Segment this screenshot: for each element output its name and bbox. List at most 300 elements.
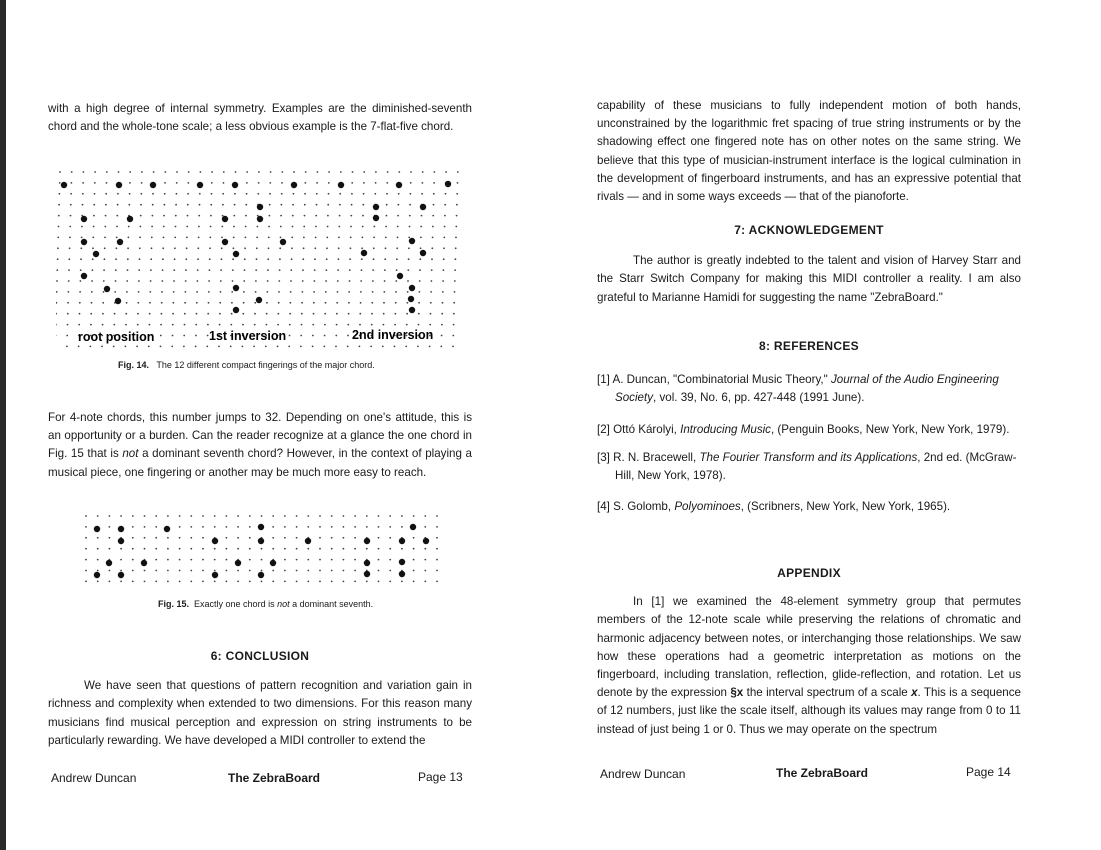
- grid-dot: [153, 171, 155, 173]
- grid-dot: [214, 515, 216, 517]
- grid-dot: [456, 204, 458, 206]
- chord-note: [104, 286, 110, 292]
- grid-dot: [372, 269, 374, 271]
- grid-dot: [253, 346, 255, 348]
- grid-dot: [431, 247, 433, 249]
- grid-dot: [185, 258, 187, 260]
- grid-dot: [266, 302, 268, 304]
- grid-dot: [420, 247, 422, 249]
- grid-dot: [164, 204, 166, 206]
- grid-dot: [430, 291, 432, 293]
- scan-page-edge: [0, 0, 6, 850]
- grid-dot: [117, 204, 119, 206]
- grid-dot: [155, 559, 157, 561]
- grid-dot: [455, 247, 457, 249]
- grid-dot: [231, 291, 233, 293]
- grid-dot: [92, 247, 94, 249]
- grid-dot: [360, 291, 362, 293]
- grid-dot: [278, 313, 280, 315]
- grid-dot: [433, 193, 435, 195]
- chord-note: [423, 538, 429, 544]
- grid-dot: [179, 548, 181, 550]
- grid-dot: [319, 559, 321, 561]
- grid-dot: [218, 346, 220, 348]
- grid-dot: [230, 324, 232, 326]
- grid-dot: [67, 302, 69, 304]
- ack-text: The author is greatly indebted to the talent and vision of Harvey Starr and the Starr Switch Company for making this MIDI controller a reality. I am also grateful to Marianne Hamidi for suggesting the name "ZebraBoard.": [597, 254, 1021, 304]
- chord-note: [81, 239, 87, 245]
- grid-dot: [407, 302, 409, 304]
- chord-note: [258, 572, 264, 578]
- grid-dot: [331, 548, 333, 550]
- grid-dot: [362, 215, 364, 217]
- chord-note: [256, 297, 262, 303]
- grid-dot: [389, 526, 391, 528]
- grid-dot: [436, 570, 438, 572]
- right-footer-title: The ZebraBoard: [776, 766, 869, 780]
- grid-dot: [319, 515, 321, 517]
- grid-dot: [220, 291, 222, 293]
- grid-dot: [398, 204, 400, 206]
- grid-dot: [173, 269, 175, 271]
- grid-dot: [242, 313, 244, 315]
- grid-dot: [102, 324, 104, 326]
- chord-note: [373, 215, 379, 221]
- grid-dot: [371, 324, 373, 326]
- grid-dot: [245, 204, 247, 206]
- grid-dot: [197, 258, 199, 260]
- grid-dot: [313, 291, 315, 293]
- chord-note: [338, 182, 344, 188]
- grid-dot: [395, 280, 397, 282]
- grid-dot: [214, 526, 216, 528]
- grid-dot: [360, 302, 362, 304]
- grid-dot: [221, 247, 223, 249]
- grid-dot: [90, 324, 92, 326]
- grid-dot: [129, 171, 131, 173]
- ack-heading: 7: ACKNOWLEDGEMENT: [734, 223, 884, 237]
- grid-dot: [284, 581, 286, 583]
- grid-dot: [125, 313, 127, 315]
- grid-dot: [173, 280, 175, 282]
- chord-note: [409, 285, 415, 291]
- grid-dot: [292, 215, 294, 217]
- left-footer-author: Andrew Duncan: [51, 771, 137, 785]
- grid-dot: [331, 559, 333, 561]
- grid-dot: [184, 324, 186, 326]
- grid-dot: [127, 269, 129, 271]
- grid-dot: [421, 193, 423, 195]
- grid-dot: [293, 171, 295, 173]
- grid-dot: [432, 215, 434, 217]
- grid-dot: [155, 526, 157, 528]
- grid-dot: [82, 193, 84, 195]
- grid-dot: [418, 324, 420, 326]
- grid-dot: [162, 269, 164, 271]
- grid-dot: [422, 171, 424, 173]
- grid-dot: [454, 269, 456, 271]
- grid-dot: [429, 346, 431, 348]
- grid-dot: [155, 515, 157, 517]
- chord-note: [364, 538, 370, 544]
- grid-dot: [68, 258, 70, 260]
- grid-dot: [132, 526, 134, 528]
- grid-dot: [431, 269, 433, 271]
- grid-dot: [81, 226, 83, 228]
- grid-dot: [197, 280, 199, 282]
- grid-dot: [455, 237, 457, 239]
- grid-dot: [208, 291, 210, 293]
- grid-dot: [444, 226, 446, 228]
- grid-dot: [389, 548, 391, 550]
- grid-dot: [200, 171, 202, 173]
- grid-dot: [190, 570, 192, 572]
- grid-dot: [56, 313, 57, 315]
- grid-dot: [331, 526, 333, 528]
- chord-note: [212, 538, 218, 544]
- grid-dot: [389, 581, 391, 583]
- chord-note: [399, 571, 405, 577]
- grid-dot: [97, 515, 99, 517]
- grid-dot: [300, 335, 302, 337]
- grid-dot: [280, 215, 282, 217]
- grid-dot: [104, 258, 106, 260]
- four-note-em: not: [122, 447, 139, 461]
- grid-dot: [256, 247, 258, 249]
- grid-dot: [456, 193, 458, 195]
- grid-dot: [443, 237, 445, 239]
- grid-dot: [249, 548, 251, 550]
- grid-dot: [303, 247, 305, 249]
- chord-note: [233, 307, 239, 313]
- four-note-paragraph: [48, 409, 472, 482]
- chord-note: [222, 239, 228, 245]
- grid-dot: [92, 258, 94, 260]
- grid-dot: [148, 346, 150, 348]
- grid-dot: [209, 237, 211, 239]
- grid-dot: [97, 581, 99, 583]
- four-note-text: For 4-note chords, this number jumps to 32. Depending on one's attitude, this is an opportunity or a burden. Can the reader recognize at a glance the one chord in Fig. 15 that is: [48, 411, 472, 461]
- grid-dot: [97, 537, 99, 539]
- grid-dot: [315, 215, 317, 217]
- grid-dot: [249, 581, 251, 583]
- grid-dot: [335, 335, 337, 337]
- grid-dot: [196, 291, 198, 293]
- chord-note: [420, 204, 426, 210]
- grid-dot: [207, 324, 209, 326]
- grid-dot: [307, 581, 309, 583]
- chord-note: [410, 524, 416, 530]
- grid-dot: [155, 548, 157, 550]
- grid-dot: [445, 193, 447, 195]
- grid-dot: [354, 515, 356, 517]
- grid-dot: [417, 346, 419, 348]
- grid-dot: [179, 515, 181, 517]
- grid-dot: [255, 280, 257, 282]
- fig14-label-2nd: 2nd inversion: [352, 328, 434, 342]
- grid-dot: [257, 215, 259, 217]
- grid-dot: [386, 182, 388, 184]
- grid-dot: [243, 302, 245, 304]
- grid-dot: [315, 226, 317, 228]
- grid-dot: [268, 237, 270, 239]
- grid-dot: [138, 280, 140, 282]
- grid-dot: [312, 324, 314, 326]
- grid-dot: [384, 280, 386, 282]
- grid-dot: [319, 581, 321, 583]
- grid-dot: [348, 291, 350, 293]
- grid-dot: [120, 548, 122, 550]
- grid-dot: [406, 313, 408, 315]
- grid-dot: [454, 280, 456, 282]
- grid-dot: [279, 258, 281, 260]
- grid-dot: [197, 269, 199, 271]
- grid-dot: [188, 182, 190, 184]
- grid-dot: [69, 247, 71, 249]
- grid-dot: [339, 193, 341, 195]
- grid-dot: [397, 226, 399, 228]
- grid-dot: [174, 247, 176, 249]
- grid-dot: [347, 335, 349, 337]
- grid-dot: [116, 247, 118, 249]
- chord-note: [364, 560, 370, 566]
- reference-3: [3] R. N. Bracewell, The Fourier Transform and its Applications, 2nd ed. (McGraw-Hill, New York, 1978).: [597, 450, 1017, 483]
- grid-dot: [343, 570, 345, 572]
- grid-dot: [261, 548, 263, 550]
- grid-dot: [246, 171, 248, 173]
- grid-dot: [160, 335, 162, 337]
- chord-note: [235, 560, 241, 566]
- grid-dot: [279, 269, 281, 271]
- grid-dot: [385, 226, 387, 228]
- four-note-tail: a dominant seventh chord? However, in the context of playing a musical piece, one fingering or another may be much more easy to reach.: [48, 447, 472, 479]
- grid-dot: [255, 291, 257, 293]
- grid-dot: [237, 570, 239, 572]
- grid-dot: [328, 171, 330, 173]
- grid-dot: [155, 570, 157, 572]
- fig14-caption-label: Fig. 14.: [118, 360, 150, 370]
- grid-dot: [79, 302, 81, 304]
- grid-dot: [387, 171, 389, 173]
- grid-dot: [132, 548, 134, 550]
- chord-note: [127, 216, 133, 222]
- grid-dot: [385, 237, 387, 239]
- fig15-caption-label: Fig. 15.: [158, 599, 190, 609]
- grid-dot: [296, 559, 298, 561]
- grid-dot: [85, 548, 87, 550]
- chord-note: [409, 307, 415, 313]
- grid-dot: [160, 346, 162, 348]
- grid-dot: [456, 215, 458, 217]
- grid-dot: [219, 313, 221, 315]
- grid-dot: [79, 291, 81, 293]
- refs-heading: 8: REFERENCES: [759, 339, 859, 353]
- grid-dot: [226, 515, 228, 517]
- grid-dot: [179, 559, 181, 561]
- grid-dot: [67, 313, 69, 315]
- grid-dot: [361, 247, 363, 249]
- grid-dot: [93, 226, 95, 228]
- grid-dot: [195, 346, 197, 348]
- chord-note: [258, 538, 264, 544]
- grid-dot: [270, 171, 272, 173]
- grid-dot: [418, 313, 420, 315]
- grid-dot: [284, 537, 286, 539]
- grid-dot: [233, 237, 235, 239]
- grid-dot: [354, 537, 356, 539]
- fig14-caption-text: The 12 different compact fingerings of the major chord.: [156, 360, 375, 370]
- grid-dot: [129, 193, 131, 195]
- grid-dot: [331, 537, 333, 539]
- grid-dot: [395, 313, 397, 315]
- grid-dot: [350, 226, 352, 228]
- grid-dot: [394, 324, 396, 326]
- grid-dot: [371, 302, 373, 304]
- grid-dot: [383, 302, 385, 304]
- appendix-text: In [1] we examined the 48-element symmetry group that permutes members of the 12-note scale while preserving the relations of chromatic and harmonic adjacency between notes, or interchanging those relationships. We saw how these operations had a geometric interpretation as motions on the fingerboard, including translation, reflection, glide-reflection, and rotation. Let us denote by the expression §x the interval spectrum of a scale x. This is a sequence of 12 numbers, just like the scale itself, although its values may range from 0 to 11 instead of just being 1 or 0. Thus we may operate on the spectrum: [597, 595, 1021, 736]
- grid-dot: [409, 204, 411, 206]
- chord-note: [408, 296, 414, 302]
- grid-dot: [361, 269, 363, 271]
- grid-dot: [109, 526, 111, 528]
- grid-dot: [206, 346, 208, 348]
- grid-dot: [354, 526, 356, 528]
- grid-dot: [167, 581, 169, 583]
- grid-dot: [269, 215, 271, 217]
- grid-dot: [363, 193, 365, 195]
- grid-dot: [290, 302, 292, 304]
- fig14-label-1st: 1st inversion: [209, 329, 287, 343]
- grid-dot: [104, 226, 106, 228]
- grid-dot: [187, 215, 189, 217]
- grid-dot: [386, 204, 388, 206]
- grid-dot: [144, 515, 146, 517]
- grid-dot: [105, 193, 107, 195]
- grid-dot: [221, 226, 223, 228]
- grid-dot: [338, 258, 340, 260]
- grid-dot: [424, 559, 426, 561]
- grid-dot: [226, 559, 228, 561]
- grid-dot: [291, 247, 293, 249]
- grid-dot: [407, 280, 409, 282]
- acknowledgement-section: [597, 221, 1021, 307]
- grid-dot: [302, 269, 304, 271]
- grid-dot: [160, 324, 162, 326]
- grid-dot: [190, 526, 192, 528]
- appendix-section: [597, 564, 1021, 739]
- grid-dot: [71, 171, 73, 173]
- reference-2: [2] Ottó Károlyi, Introducing Music, (Penguin Books, New York, New York, 1979).: [597, 422, 1010, 436]
- grid-dot: [254, 324, 256, 326]
- grid-dot: [338, 237, 340, 239]
- grid-dot: [328, 182, 330, 184]
- grid-dot: [125, 346, 127, 348]
- grid-dot: [114, 313, 116, 315]
- grid-dot: [374, 226, 376, 228]
- grid-dot: [214, 548, 216, 550]
- grid-dot: [184, 313, 186, 315]
- grid-dot: [150, 258, 152, 260]
- grid-dot: [431, 258, 433, 260]
- grid-dot: [284, 526, 286, 528]
- grid-dot: [249, 526, 251, 528]
- chord-note: [141, 560, 147, 566]
- grid-dot: [281, 204, 283, 206]
- grid-dot: [105, 204, 107, 206]
- grid-dot: [304, 204, 306, 206]
- grid-dot: [94, 193, 96, 195]
- grid-dot: [109, 581, 111, 583]
- grid-dot: [113, 324, 115, 326]
- chord-note: [81, 273, 87, 279]
- grid-dot: [140, 226, 142, 228]
- grid-dot: [424, 570, 426, 572]
- grid-dot: [421, 215, 423, 217]
- grid-dot: [366, 548, 368, 550]
- grid-dot: [233, 226, 235, 228]
- grid-dot: [105, 215, 107, 217]
- grid-dot: [272, 581, 274, 583]
- grid-dot: [78, 346, 80, 348]
- grid-dot: [307, 570, 309, 572]
- grid-dot: [284, 559, 286, 561]
- grid-dot: [302, 280, 304, 282]
- grid-dot: [214, 559, 216, 561]
- grid-dot: [56, 280, 58, 282]
- chord-note: [291, 182, 297, 188]
- grid-dot: [382, 346, 384, 348]
- grid-dot: [222, 204, 224, 206]
- grid-dot: [340, 171, 342, 173]
- left-footer-title: The ZebraBoard: [228, 771, 321, 785]
- grid-dot: [85, 581, 87, 583]
- grid-dot: [307, 515, 309, 517]
- grid-dot: [336, 313, 338, 315]
- grid-dot: [242, 346, 244, 348]
- grid-dot: [109, 548, 111, 550]
- chord-note: [399, 559, 405, 565]
- grid-dot: [389, 537, 391, 539]
- grid-dot: [70, 204, 72, 206]
- grid-dot: [126, 280, 128, 282]
- grid-dot: [85, 559, 87, 561]
- grid-dot: [432, 226, 434, 228]
- grid-dot: [436, 526, 438, 528]
- grid-dot: [408, 258, 410, 260]
- grid-dot: [152, 193, 154, 195]
- grid-dot: [71, 182, 73, 184]
- grid-dot: [175, 215, 177, 217]
- grid-dot: [319, 526, 321, 528]
- grid-dot: [349, 280, 351, 282]
- grid-dot: [343, 515, 345, 517]
- grid-dot: [434, 171, 436, 173]
- grid-dot: [167, 548, 169, 550]
- grid-dot: [324, 324, 326, 326]
- grid-dot: [378, 559, 380, 561]
- grid-dot: [255, 269, 257, 271]
- grid-dot: [261, 581, 263, 583]
- grid-dot: [396, 247, 398, 249]
- chord-note: [150, 182, 156, 188]
- grid-dot: [226, 526, 228, 528]
- grid-dot: [173, 291, 175, 293]
- grid-dot: [140, 193, 142, 195]
- chord-note: [197, 182, 203, 188]
- grid-dot: [257, 226, 259, 228]
- grid-dot: [214, 581, 216, 583]
- grid-dot: [305, 171, 307, 173]
